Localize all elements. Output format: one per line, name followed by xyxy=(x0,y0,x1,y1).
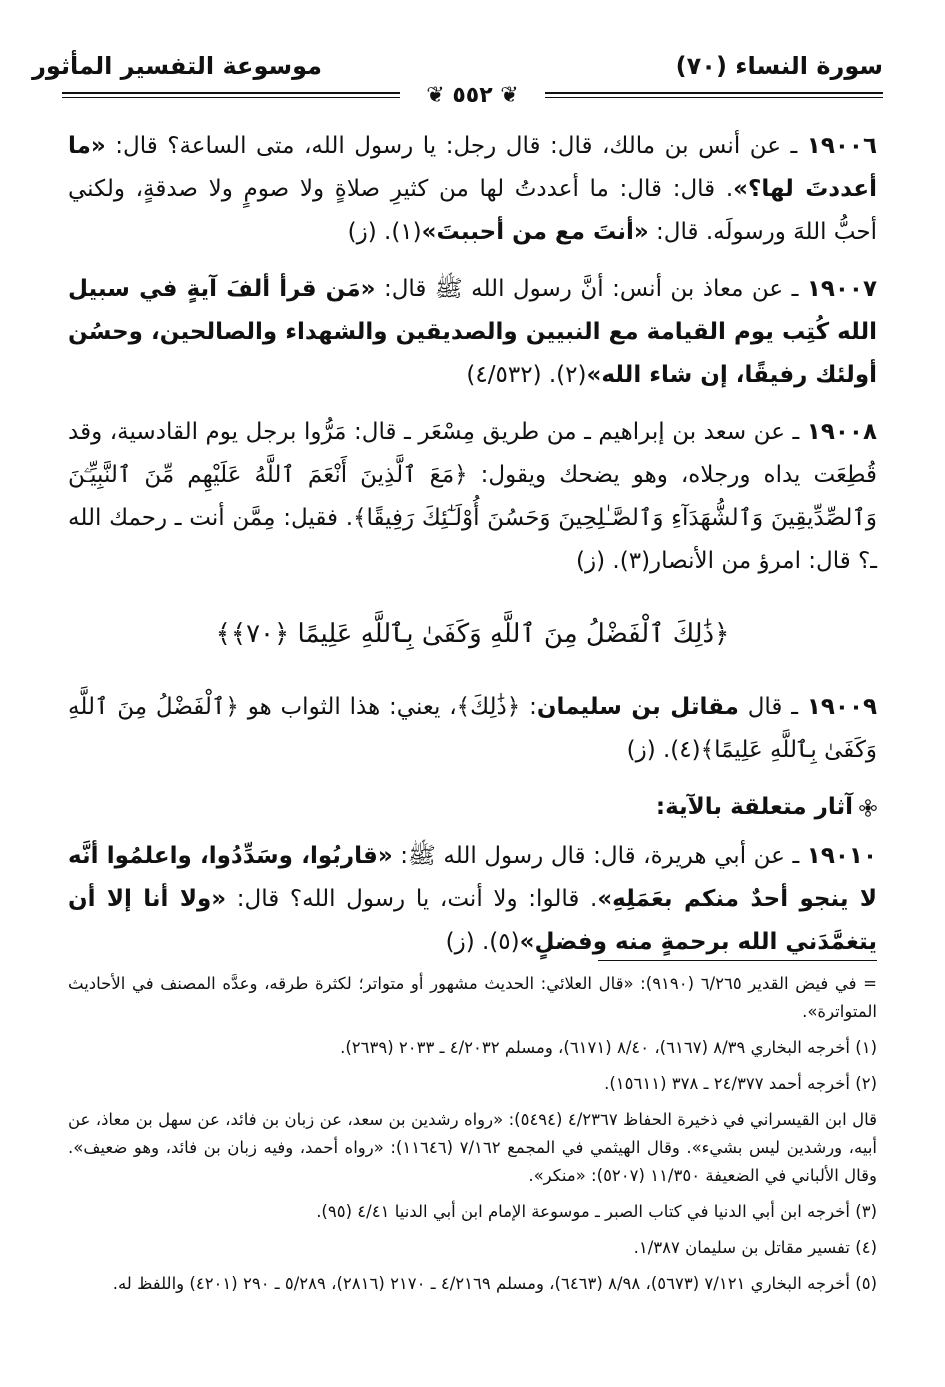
page-number xyxy=(400,83,545,109)
narration-text: ـ عن أنس بن مالك، قال: قال رجل: يا رسول الله، متى الساعة؟ قال: xyxy=(105,133,807,159)
narration-19006 xyxy=(68,125,877,254)
quran-quote: ﴿ذَٰلِكَ﴾ xyxy=(456,694,521,720)
narration-text: : xyxy=(520,694,537,720)
book-header-title: موسوعة التفسير المأثور xyxy=(32,52,322,80)
main-text xyxy=(68,125,877,978)
narration-number: ١٩٠٠٩ xyxy=(806,694,878,720)
footnote-2: (٢) أخرجه أحمد ٢٤/٣٧٧ ـ ٣٧٨ (١٥٦١١). xyxy=(604,1074,877,1093)
footnote-3: (٣) أخرجه ابن أبي الدنيا في كتاب الصبر ـ موسوعة الإمام ابن أبي الدنيا ٤/٤١ (٩٥). xyxy=(316,1202,877,1221)
narration-text: ـ عن أبي هريرة، قال: قال رسول الله ﷺ: xyxy=(392,843,807,869)
hadith-quote: «ما أعددتَ لها؟» xyxy=(68,133,877,202)
flower-ornament-icon xyxy=(859,799,877,817)
narration-text: ـ قال xyxy=(738,694,807,720)
narration-text: . فقيل: مِمَّن أنت ـ رحمك الله ـ؟ قال: امرؤ من الأنصار(٣). (ز) xyxy=(68,505,877,574)
footnote-2-grading: قال ابن القيسراني في ذخيرة الحفاظ ٤/٢٣٦٧ (٥٤٩٤): «رواه رشدين بن سعد، عن زبان بن فائد، عن سهل بن معاذ، عن أبيه، ورشدين ليس بشيء». وقال الهيثمي في المجمع ٧/١٦٢ (١١٦٤٦): «رواه أحمد، وفيه زبان بن فائد، وهو ضعيف». وقال الألباني في الضعيفة ١١/٣٥٠ (٥٢٠٧): «منكر». xyxy=(68,1110,877,1185)
ornament-icon: ❦ xyxy=(492,83,519,108)
ornament-icon: ❦ xyxy=(426,83,453,108)
narration-text: (٥). (ز) xyxy=(445,929,520,955)
quran-verse-70: ﴿ذَٰلِكَ ٱلْفَضْلُ مِنَ ٱللَّهِ وَكَفَىٰ بِٱللَّهِ عَلِيمًا ﴿٧٠﴾﴾ xyxy=(215,619,730,649)
narration-19007 xyxy=(68,268,877,397)
narration-text: (١). (ز) xyxy=(347,219,422,245)
narration-text: ، يعني: هذا الثواب هو xyxy=(238,694,457,720)
hadith-quote: «أنتَ مع من أحببتَ» xyxy=(421,219,649,245)
section-heading xyxy=(68,786,877,829)
narration-text: . قال: قال: ما أعددتُ لها من كثيرِ صلاةٍ ولا صومٍ ولا صدقةٍ، ولكني أحبُّ اللهَ ورسولَه. قال: xyxy=(68,176,877,245)
narration-text: (٢). (٤/٥٣٢) xyxy=(466,362,587,388)
footnotes xyxy=(68,970,877,1306)
surah-header-title: سورة النساء (٧٠) xyxy=(675,52,883,80)
narration-number: ١٩٠٠٨ xyxy=(806,419,877,445)
footnote-1: (١) أخرجه البخاري ٨/٣٩ (٦١٦٧)، ٨/٤٠ (٦١٧١)، ومسلم ٤/٢٠٣٢ ـ ٢٠٣٣ (٢٦٣٩). xyxy=(340,1038,877,1057)
narration-19010 xyxy=(68,835,877,964)
narration-number: ١٩٠٠٧ xyxy=(806,276,878,302)
page-number-value: ٥٥٢ xyxy=(452,83,493,108)
narration-number: ١٩٠٠٦ xyxy=(806,133,877,159)
narration-number: ١٩٠١٠ xyxy=(806,843,877,869)
footnote-continuation: = في فيض القدير ٦/٢٦٥ (٩١٩٠): «قال العلائي: الحديث مشهور أو متواتر؛ لكثرة طرقه، وعدَّه المصنف في الأحاديث المتواترة». xyxy=(68,974,877,1021)
narration-text: ـ عن معاذ بن أنس: أنَّ رسول الله ﷺ قال: xyxy=(375,276,807,302)
narration-text: ـ عن سعد بن إبراهيم ـ من طريق مِسْعَر ـ قال: مَرُّوا برجل يوم القادسية، وقد قُطِعَت يداه ورجلاه، وهو يضحك ويقول: xyxy=(68,419,877,488)
quran-quote: ﴿ٱلْفَضْلُ مِنَ ٱللَّهِ وَكَفَىٰ بِٱللَّهِ عَلِيمًا﴾ xyxy=(68,694,877,763)
narration-text: . قالوا: ولا أنت، يا رسول الله؟ قال: xyxy=(226,886,598,912)
narration-text: (٤). (ز) xyxy=(626,737,701,763)
section-title: آثار متعلقة بالآية: xyxy=(655,794,853,820)
narrator-name: مقاتل بن سليمان xyxy=(536,694,739,720)
footnote-5: (٥) أخرجه البخاري ٧/١٢١ (٥٦٧٣)، ٨/٩٨ (٦٤٦٣)، ومسلم ٤/٢١٦٩ ـ ٢١٧٠ (٢٨١٦)، ٥/٢٨٩ ـ ٢٩٠ (٤٢٠١) واللفظ له. xyxy=(112,1274,877,1293)
hadith-quote: «قاربُوا، وسَدِّدُوا، واعلمُوا أنَّه لا ينجو أحدٌ منكم بعَمَلِهِ» xyxy=(68,843,878,912)
narration-19008 xyxy=(68,411,877,583)
narration-19009 xyxy=(68,686,877,772)
footnote-separator xyxy=(598,960,877,961)
hadith-quote: «مَن قرأ ألفَ آيةٍ في سبيل الله كُتِب يوم القيامة مع النبيين والصديقين والشهداء والصالحين، وحسُن أولئك رفيقًا، إن شاء الله» xyxy=(68,276,877,388)
hadith-quote: «ولا أنا إلا أن يتغمَّدَني الله برحمةٍ منه وفضلٍ» xyxy=(68,886,877,955)
footnote-4: (٤) تفسير مقاتل بن سليمان ١/٣٨٧. xyxy=(633,1238,877,1257)
quran-quote: ﴿مَعَ ٱلَّذِينَ أَنْعَمَ ٱللَّهُ عَلَيْهِم مِّنَ ٱلنَّبِيِّـۧنَ وَٱلصِّدِّيقِينَ وَٱلشُّهَدَآءِ وَٱلصَّـٰلِحِينَ وَحَسُنَ أُوْلَـٰٓئِكَ رَفِيقًا﴾ xyxy=(68,462,877,531)
